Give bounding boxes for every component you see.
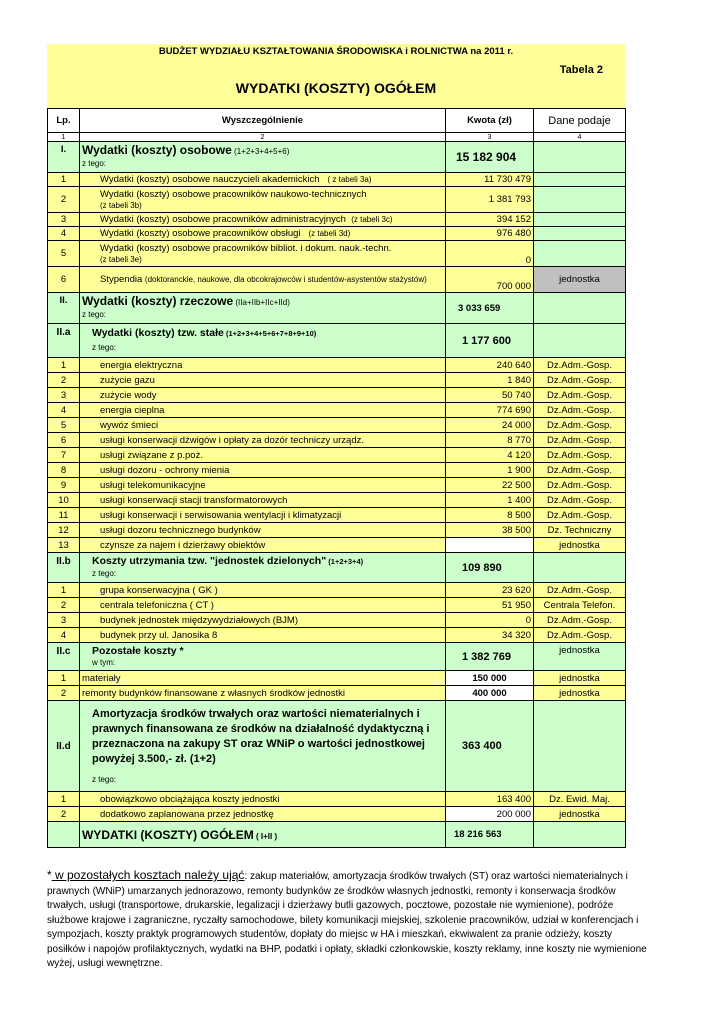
section-amount: 15 182 904 xyxy=(446,142,534,173)
row-src: jednostka xyxy=(534,686,626,701)
row-amount: 1 900 xyxy=(446,463,534,478)
row-src: Dz. Techniczny xyxy=(534,523,626,538)
row-amount: 23 620 xyxy=(446,583,534,598)
row-amount: 4 120 xyxy=(446,448,534,463)
colnum: 3 xyxy=(446,133,534,142)
subsection-desc xyxy=(80,701,446,792)
z-tego-label: z tego: xyxy=(92,569,117,578)
colnum: 1 xyxy=(48,133,80,142)
row-src: Dz.Adm.-Gosp. xyxy=(534,463,626,478)
row-desc: budynek jednostek międzywydziałowych (BJM) xyxy=(80,613,446,628)
row-lp: 8 xyxy=(48,463,80,478)
row-src: Dz.Adm.-Gosp. xyxy=(534,478,626,493)
page-title: WYDATKI (KOSZTY) OGÓŁEM xyxy=(235,80,437,96)
subsection-src xyxy=(534,324,626,358)
row-amount: 1 840 xyxy=(446,373,534,388)
z-tego-label: z tego: xyxy=(82,159,107,168)
section-formula: (1+2+3+4+5+6) xyxy=(231,147,290,156)
row-desc: zużycie gazu xyxy=(80,373,446,388)
footnote-star: * xyxy=(47,868,52,882)
subsection-amount: 1 177 600 xyxy=(446,324,534,358)
table-row xyxy=(48,463,626,478)
row-desc: dodatkowo zaplanowana przez jednostkę xyxy=(80,807,446,822)
row-ref: (z tabeli 3c) xyxy=(351,215,393,224)
section-amount: 3 033 659 xyxy=(446,293,534,324)
row-lp: 4 xyxy=(48,403,80,418)
table-row xyxy=(48,213,626,227)
row-src: Dz.Adm.-Gosp. xyxy=(534,583,626,598)
row-desc: usługi konserwacji i serwisowania wentylacji i klimatyzacji xyxy=(80,508,446,523)
table-row xyxy=(48,373,626,388)
section-title: Wydatki (koszty) rzeczowe xyxy=(82,294,234,308)
table-row xyxy=(48,448,626,463)
subsection-amount: 109 890 xyxy=(446,553,534,583)
row-lp: 1 xyxy=(48,792,80,807)
table-row xyxy=(48,686,626,701)
row-desc: energia cieplna xyxy=(80,403,446,418)
document-header xyxy=(47,44,625,108)
row-desc xyxy=(80,213,446,227)
row-src xyxy=(534,241,626,267)
row-ref: (z tabeli 3b) xyxy=(100,200,142,210)
table-row xyxy=(48,358,626,373)
subsection-lp: II.c xyxy=(48,643,80,671)
row-desc xyxy=(80,241,446,267)
row-desc: usługi konserwacji dźwigów i opłaty za dozór techniczy urządz. xyxy=(80,433,446,448)
table-row xyxy=(48,418,626,433)
row-lp: 6 xyxy=(48,433,80,448)
row-lp: 3 xyxy=(48,388,80,403)
row-desc: usługi dozoru technicznego budynków xyxy=(80,523,446,538)
table-row xyxy=(48,613,626,628)
subsection-amount: 1 382 769 xyxy=(446,643,534,671)
row-amount: 24 000 xyxy=(446,418,534,433)
row-desc: remonty budynków finansowane z własnych środków jednostki xyxy=(80,686,446,701)
row-lp: 5 xyxy=(48,241,80,267)
row-src: Dz.Adm.-Gosp. xyxy=(534,403,626,418)
subsection-desc xyxy=(80,324,446,358)
table-row xyxy=(48,241,626,267)
row-amount: 8 500 xyxy=(446,508,534,523)
row-lp: 7 xyxy=(48,448,80,463)
row-src xyxy=(534,213,626,227)
row-lp: 1 xyxy=(48,173,80,187)
column-header-row xyxy=(48,109,626,133)
row-desc: budynek przy ul. Janosika 8 xyxy=(80,628,446,643)
footnote-text: : zakup materiałów, amortyzacja środków trwałych (ST) oraz wartości niematerialnych i prawnych (WNiP) umarzanych jednorazowo, remonty budynków ze środków własnych jednostki, remonty i konserwacja środków trwałych, usługi (transportowe, drukarskie, legalizacji i dzierżawy butli gazowych, pocztowe, pozostałe nie wymienione), podróże służbowe krajowe i zagraniczne, ryczałty samochodowe, bilety komunikacji miejskiej, szkolenie pracowników, udział w konferencjach i sympozjach, koszty praktyk programowych studentów, dopłaty do miejsc w HA i mieszkań, ekwiwalent za pranie odzieży, koszty posiłków i napojów profilaktycznych, wydatki na BHP, podatki i opłaty, składki członkowskie, koszty reklamy, inne koszty nie wymienione wyżej, usługi wewnętrzne. xyxy=(47,871,647,969)
subsection-title: Amortyzacja środków trwałych oraz wartości niematerialnych i prawnych finansowana ze środków na działalność dydaktyczną i przeznaczona na zakupy ST oraz WNiP o wartości jednostkowej powyżej 3.500,- zł. (1+2) xyxy=(92,708,430,765)
row-amount: 0 xyxy=(446,241,534,267)
row-desc: centrala telefoniczna ( CT ) xyxy=(80,598,446,613)
z-tego-label: z tego: xyxy=(82,310,107,319)
row-amount: 150 000 xyxy=(446,671,534,686)
row-src xyxy=(534,227,626,241)
row-amount: 163 400 xyxy=(446,792,534,807)
row-src xyxy=(534,187,626,213)
row-src: Dz.Adm.-Gosp. xyxy=(534,433,626,448)
row-amount: 8 770 xyxy=(446,433,534,448)
row-src: Dz.Adm.-Gosp. xyxy=(534,613,626,628)
table-row xyxy=(48,583,626,598)
row-lp: 2 xyxy=(48,598,80,613)
expenses-table xyxy=(47,108,626,848)
row-desc: czynsze za najem i dzierżawy obiektów xyxy=(80,538,446,553)
colnum: 2 xyxy=(80,133,446,142)
row-src: jednostka xyxy=(534,267,626,293)
row-src: Dz.Adm.-Gosp. xyxy=(534,628,626,643)
total-formula: ( I+II ) xyxy=(253,831,278,841)
row-amount: 1 381 793 xyxy=(446,187,534,213)
footnote-lead: w pozostałych kosztach należy ująć xyxy=(51,868,245,882)
z-tego-label: z tego: xyxy=(92,343,117,352)
row-amount: 1 400 xyxy=(446,493,534,508)
subsection-formula: (1+2+3+4+5+6+7+8+9+10) xyxy=(223,329,317,338)
row-amount: 50 740 xyxy=(446,388,534,403)
subsection-row xyxy=(48,643,626,671)
table-row xyxy=(48,598,626,613)
row-src: jednostka xyxy=(534,538,626,553)
subsection-title: Koszty utrzymania tzw. "jednostek dzielonych" xyxy=(92,555,327,567)
section-src xyxy=(534,142,626,173)
total-lp xyxy=(48,822,80,848)
row-lp: 2 xyxy=(48,373,80,388)
section-formula: (IIa+IIb+IIc+IId) xyxy=(233,298,290,307)
row-lp: 1 xyxy=(48,583,80,598)
row-amount: 22 500 xyxy=(446,478,534,493)
row-desc-text: Stypendia xyxy=(100,274,143,285)
row-lp: 3 xyxy=(48,613,80,628)
table-row xyxy=(48,628,626,643)
row-desc-text: Wydatki (koszty) osobowe nauczycieli akademickich xyxy=(100,174,320,185)
subsection-src: jednostka xyxy=(534,643,626,671)
table-row xyxy=(48,807,626,822)
row-lp: 13 xyxy=(48,538,80,553)
budget-heading: BUDŻET WYDZIAŁU KSZTAŁTOWANIA ŚRODOWISKA i ROLNICTWA na 2011 r. xyxy=(158,46,514,57)
row-amount: 394 152 xyxy=(446,213,534,227)
row-desc xyxy=(80,173,446,187)
table-row xyxy=(48,792,626,807)
table-label: Tabela 2 xyxy=(559,64,603,76)
row-desc: grupa konserwacyjna ( GK ) xyxy=(80,583,446,598)
row-ref: (z tabeli 3d) xyxy=(308,229,351,238)
subsection-row xyxy=(48,553,626,583)
row-amount xyxy=(446,538,534,553)
row-lp: 9 xyxy=(48,478,80,493)
section-src xyxy=(534,293,626,324)
row-src: Dz.Adm.-Gosp. xyxy=(534,418,626,433)
colnum: 4 xyxy=(534,133,626,142)
row-desc-text: Wydatki (koszty) osobowe pracowników obsługi xyxy=(100,228,301,239)
row-desc: usługi telekomunikacyjne xyxy=(80,478,446,493)
table-row xyxy=(48,227,626,241)
subsection-src xyxy=(534,553,626,583)
section-desc xyxy=(80,293,446,324)
row-lp: 2 xyxy=(48,807,80,822)
subsection-row xyxy=(48,324,626,358)
row-amount: 240 640 xyxy=(446,358,534,373)
row-desc-text: Wydatki (koszty) osobowe pracowników administracyjnych xyxy=(100,214,346,225)
row-amount: 700 000 xyxy=(446,267,534,293)
row-desc: materiały xyxy=(80,671,446,686)
row-desc-text: Wydatki (koszty) osobowe pracowników bibliot. i dokum. nauk.-techn. xyxy=(100,242,392,254)
row-src: jednostka xyxy=(534,807,626,822)
row-desc xyxy=(80,187,446,213)
subsection-lp: II.d xyxy=(48,701,80,792)
row-src: Centrala Telefon. xyxy=(534,598,626,613)
row-amount: 51 950 xyxy=(446,598,534,613)
row-amount: 774 690 xyxy=(446,403,534,418)
row-src: Dz.Adm.-Gosp. xyxy=(534,448,626,463)
footnote xyxy=(47,868,647,972)
col-lp-header: Lp. xyxy=(48,109,80,133)
section-desc xyxy=(80,142,446,173)
row-desc: usługi dozoru - ochrony mienia xyxy=(80,463,446,478)
row-lp: 3 xyxy=(48,213,80,227)
table-row xyxy=(48,508,626,523)
subsection-desc xyxy=(80,643,446,671)
row-lp: 1 xyxy=(48,358,80,373)
row-amount: 0 xyxy=(446,613,534,628)
row-desc: wywóz śmieci xyxy=(80,418,446,433)
total-src xyxy=(534,822,626,848)
col-desc-header: Wyszczególnienie xyxy=(80,109,446,133)
col-amount-header: Kwota (zł) xyxy=(446,109,534,133)
section-title: Wydatki (koszty) osobowe xyxy=(82,143,232,157)
row-amount: 38 500 xyxy=(446,523,534,538)
total-title: WYDATKI (KOSZTY) OGÓŁEM xyxy=(82,827,254,842)
total-row xyxy=(48,822,626,848)
row-lp: 11 xyxy=(48,508,80,523)
row-src xyxy=(534,173,626,187)
row-desc-text: Wydatki (koszty) osobowe pracowników naukowo-technicznych xyxy=(100,188,367,200)
section-row xyxy=(48,293,626,324)
row-desc xyxy=(80,267,446,293)
subsection-title: Pozostałe koszty * xyxy=(92,645,184,657)
total-amount: 18 216 563 xyxy=(446,822,534,848)
section-lp: I. xyxy=(48,142,80,173)
section-lp: II. xyxy=(48,293,80,324)
subsection-src xyxy=(534,701,626,792)
row-desc: zużycie wody xyxy=(80,388,446,403)
table-row xyxy=(48,173,626,187)
subsection-amount: 363 400 xyxy=(446,701,534,792)
w-tym-label: w tym: xyxy=(92,658,116,667)
row-desc xyxy=(80,227,446,241)
table-row xyxy=(48,388,626,403)
row-desc: usługi konserwacji stacji transformatorowych xyxy=(80,493,446,508)
column-number-row xyxy=(48,133,626,142)
row-lp: 4 xyxy=(48,628,80,643)
table-row xyxy=(48,478,626,493)
row-ref: (doktoranckie, naukowe, dla obcokrajowców i studentów-asystentów stażystów) xyxy=(144,275,427,284)
row-amount: 11 730 479 xyxy=(446,173,534,187)
row-amount: 200 000 xyxy=(446,807,534,822)
table-row xyxy=(48,267,626,293)
row-src: Dz.Adm.-Gosp. xyxy=(534,358,626,373)
row-ref: (z tabeli 3e) xyxy=(100,254,142,264)
row-lp: 6 xyxy=(48,267,80,293)
row-lp: 2 xyxy=(48,686,80,701)
row-lp: 10 xyxy=(48,493,80,508)
row-amount: 976 480 xyxy=(446,227,534,241)
row-lp: 2 xyxy=(48,187,80,213)
row-src: jednostka xyxy=(534,671,626,686)
row-src: Dz. Ewid. Maj. xyxy=(534,792,626,807)
table-row xyxy=(48,493,626,508)
row-lp: 12 xyxy=(48,523,80,538)
total-desc xyxy=(80,822,446,848)
row-lp: 4 xyxy=(48,227,80,241)
subsection-row xyxy=(48,701,626,792)
row-desc: energia elektryczna xyxy=(80,358,446,373)
row-amount: 400 000 xyxy=(446,686,534,701)
subsection-desc xyxy=(80,553,446,583)
row-src: Dz.Adm.-Gosp. xyxy=(534,493,626,508)
row-desc: obowiązkowo obciążająca koszty jednostki xyxy=(80,792,446,807)
row-desc: usługi związane z p.poż. xyxy=(80,448,446,463)
row-src: Dz.Adm.-Gosp. xyxy=(534,508,626,523)
table-row xyxy=(48,433,626,448)
z-tego-label: z tego: xyxy=(92,775,117,784)
section-row xyxy=(48,142,626,173)
row-src: Dz.Adm.-Gosp. xyxy=(534,373,626,388)
row-lp: 5 xyxy=(48,418,80,433)
row-src: Dz.Adm.-Gosp. xyxy=(534,388,626,403)
table-row xyxy=(48,538,626,553)
table-row xyxy=(48,671,626,686)
table-row xyxy=(48,187,626,213)
table-row xyxy=(48,403,626,418)
subsection-title: Wydatki (koszty) tzw. stałe xyxy=(92,327,224,339)
row-amount: 34 320 xyxy=(446,628,534,643)
subsection-formula: (1+2+3+4) xyxy=(326,557,364,566)
table-row xyxy=(48,523,626,538)
subsection-lp: II.b xyxy=(48,553,80,583)
subsection-lp: II.a xyxy=(48,324,80,358)
col-src-header: Dane podaje xyxy=(534,109,626,133)
row-ref: ( z tabeli 3a) xyxy=(327,175,372,184)
row-lp: 1 xyxy=(48,671,80,686)
